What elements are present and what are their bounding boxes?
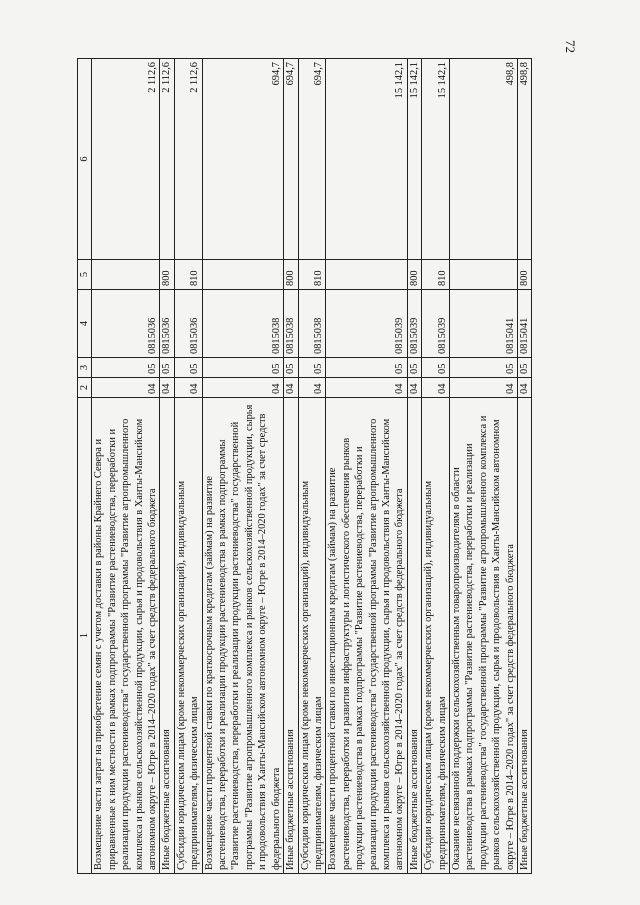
row-section: 04 <box>518 378 532 398</box>
row-subsection: 05 <box>518 358 532 378</box>
row-subsection: 05 <box>160 358 174 378</box>
table-header-row <box>78 59 92 874</box>
row-description: Возмещение части процентной ставки по краткосрочным кредитам (займам) на развитие растениеводства, переработки и реализации продукции растениеводства в рамках подпрограммы "Развитие растениеводства, переработки и реализации продукции растениеводства" государственной программы "Развитие агропромышленного комплекса и рынков сельскохозяйственной продукции, сырья и продовольствия в Ханты-Мансийском автономном округе – Югре в 2014–2020 годах" за счет средств федерального бюджета <box>202 398 283 874</box>
table-row <box>407 59 421 874</box>
table-row <box>202 59 283 874</box>
row-expense-type <box>326 260 407 290</box>
row-subsection: 05 <box>326 358 407 378</box>
row-subsection: 05 <box>422 358 450 378</box>
row-subsection: 05 <box>284 358 298 378</box>
table-row <box>449 59 517 874</box>
row-expense-type <box>202 260 283 290</box>
row-amount: 694,7 <box>202 59 283 260</box>
row-section: 04 <box>326 378 407 398</box>
row-subsection: 05 <box>407 358 421 378</box>
row-expense-type: 800 <box>160 260 174 290</box>
row-target-code: 0815039 <box>407 290 421 358</box>
row-section: 04 <box>298 378 326 398</box>
row-subsection: 05 <box>298 358 326 378</box>
row-amount: 15 142,1 <box>407 59 421 260</box>
header-cell: 5 <box>78 260 92 290</box>
row-target-code: 0815041 <box>518 290 532 358</box>
table-row <box>422 59 450 874</box>
table-row <box>298 59 326 874</box>
row-expense-type <box>449 260 517 290</box>
row-target-code: 0815036 <box>160 290 174 358</box>
row-expense-type: 810 <box>422 260 450 290</box>
rotated-page <box>77 59 617 874</box>
row-amount: 694,7 <box>284 59 298 260</box>
header-cell: 4 <box>78 290 92 358</box>
row-section: 04 <box>284 378 298 398</box>
row-expense-type <box>92 260 160 290</box>
header-cell: 2 <box>78 378 92 398</box>
row-target-code: 0815039 <box>422 290 450 358</box>
row-expense-type: 810 <box>174 260 202 290</box>
row-section: 04 <box>160 378 174 398</box>
row-expense-type: 800 <box>518 260 532 290</box>
budget-table <box>77 58 532 874</box>
row-amount: 498,8 <box>518 59 532 260</box>
row-target-code: 0815038 <box>202 290 283 358</box>
table-row <box>284 59 298 874</box>
table-row <box>174 59 202 874</box>
header-cell: 3 <box>78 358 92 378</box>
row-description: Возмещение части затрат на приобретение семян с учетом доставки в районы Крайнего Севера и приравненные к ним местности в рамках подпрограммы "Развитие растениеводства, переработки и реализации продукции растениеводства" государственной программы "Развитие агропромышленного комплекса и рынков сельскохозяйственной продукции, сырья и продовольствия в Ханты-Мансийском автономном округе – Югре в 2014–2020 годах" за счет средств федерального бюджета <box>92 398 160 874</box>
row-section: 04 <box>449 378 517 398</box>
row-subsection: 05 <box>449 358 517 378</box>
table-row <box>92 59 160 874</box>
row-amount: 694,7 <box>298 59 326 260</box>
row-section: 04 <box>92 378 160 398</box>
row-target-code: 0815038 <box>298 290 326 358</box>
row-description: Субсидии юридическим лицам (кроме некоммерческих организаций), индивидуальным предпринимателям, физическим лицам <box>298 398 326 874</box>
page-number: 72 <box>563 40 578 53</box>
row-target-code: 0815036 <box>174 290 202 358</box>
table-row <box>160 59 174 874</box>
row-description: Возмещение части процентной ставки по инвестиционным кредитам (займам) на развитие растениеводства, переработки и развития инфраструктуры и логистического обеспечения рынков продукции растениеводства в рамках подпрограммы "Развитие растениеводства, переработки и реализации продукции растениеводства" государственной программы "Развитие агропромышленного комплекса и рынков сельскохозяйственной продукции, сырья и продовольствия в Ханты-Мансийском автономном округе – Югре в 2014–2020 годах" за счет средств федерального бюджета <box>326 398 407 874</box>
row-description: Иные бюджетные ассигнования <box>407 398 421 874</box>
table-row <box>518 59 532 874</box>
header-cell: 1 <box>78 398 92 874</box>
row-subsection: 05 <box>92 358 160 378</box>
row-section: 04 <box>407 378 421 398</box>
row-target-code: 0815041 <box>449 290 517 358</box>
row-amount: 15 142,1 <box>422 59 450 260</box>
row-description: Оказание несвязанной поддержки сельскохозяйственным товаропроизводителям в области растениеводства в рамках подпрограммы "Развитие растениеводства, переработки и реализации продукции растениеводства" государственной программы "Развитие агропромышленного комплекса и рынков сельскохозяйственной продукции, сырья и продовольствия в Ханты-Мансийском автономном округе – Югре в 2014–2020 годах" за счет средств федерального бюджета <box>449 398 517 874</box>
row-target-code: 0815039 <box>326 290 407 358</box>
row-description: Иные бюджетные ассигнования <box>284 398 298 874</box>
row-amount: 2 112,6 <box>174 59 202 260</box>
row-description: Иные бюджетные ассигнования <box>518 398 532 874</box>
row-subsection: 05 <box>202 358 283 378</box>
row-section: 04 <box>174 378 202 398</box>
table-row <box>326 59 407 874</box>
row-description: Субсидии юридическим лицам (кроме некоммерческих организаций), индивидуальным предпринимателям, физическим лицам <box>174 398 202 874</box>
row-amount: 15 142,1 <box>326 59 407 260</box>
row-description: Иные бюджетные ассигнования <box>160 398 174 874</box>
row-expense-type: 800 <box>284 260 298 290</box>
row-description: Субсидии юридическим лицам (кроме некоммерческих организаций), индивидуальным предпринимателям, физическим лицам <box>422 398 450 874</box>
row-amount: 2 112,6 <box>160 59 174 260</box>
row-amount: 2 112,6 <box>92 59 160 260</box>
row-target-code: 0815036 <box>92 290 160 358</box>
header-cell: 6 <box>78 59 92 260</box>
row-section: 04 <box>422 378 450 398</box>
row-amount: 498,8 <box>449 59 517 260</box>
row-expense-type: 810 <box>298 260 326 290</box>
row-subsection: 05 <box>174 358 202 378</box>
row-expense-type: 800 <box>407 260 421 290</box>
row-section: 04 <box>202 378 283 398</box>
row-target-code: 0815038 <box>284 290 298 358</box>
